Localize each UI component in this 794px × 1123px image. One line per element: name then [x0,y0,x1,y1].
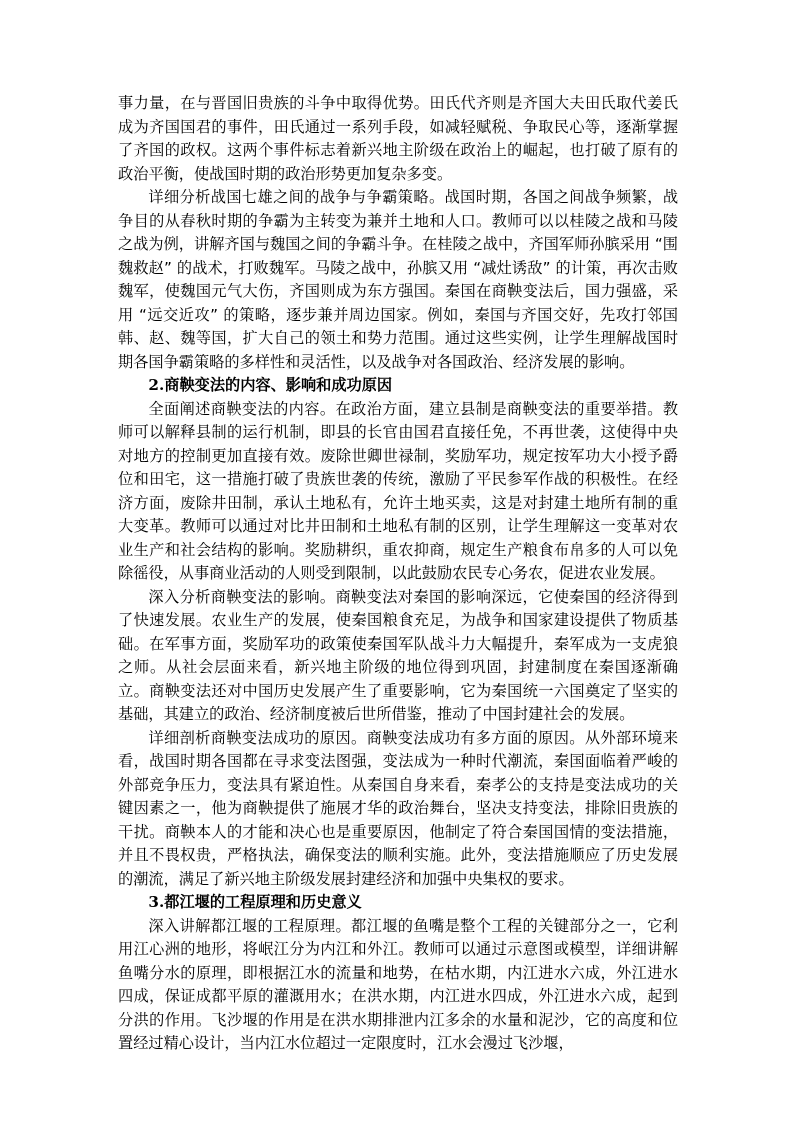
section-heading-text: 都江堰的工程原理和历史意义 [164,893,362,911]
paragraph-reform-success-reasons: 详细剖析商鞅变法成功的原因。商鞅变法成功有多方面的原因。从外部环境来看，战国时期各国都在寻求变法图强，变法成为一种时代潮流，秦国面临着严峻的外部竞争压力，变法具有紧迫性。从秦国自身来看，秦孝公的支持是变法成功的关键因素之一，他为商鞅提供了施展才华的政治舞台，坚决支持变法，排除旧贵族的干扰。商鞅本人的才能和决心也是重要原因，他制定了符合秦国国情的变法措施，并且不畏权贵，严格执法，确保变法的顺利实施。此外，变法措施顺应了历史发展的潮流，满足了新兴地主阶级发展封建经济和加强中央集权的要求。 [118,728,678,888]
document-page [118,92,678,1056]
section-heading-shang-yang-reform [118,374,678,398]
section-number: 2. [148,376,165,394]
paragraph-reform-impact: 深入分析商鞅变法的影响。商鞅变法对秦国的影响深远，它使秦国的经济得到了快速发展。农业生产的发展，使秦国粮食充足，为战争和国家建设提供了物质基础。在军事方面，奖励军功的政策使秦国军队战斗力大幅提升，秦军成为一支虎狼之师。从社会层面来看，新兴地主阶级的地位得到巩固，封建制度在秦国逐渐确立。商鞅变法还对中国历史发展产生了重要影响，它为秦国统一六国奠定了坚实的基础，其建立的政治、经济制度被后世所借鉴，推动了中国封建社会的发展。 [118,587,678,723]
paragraph-warring-states-strategy: 详细分析战国七雄之间的战争与争霸策略。战国时期，各国之间战争频繁，战争目的从春秋时期的争霸为主转变为兼并土地和人口。教师可以以桂陵之战和马陵之战为例，讲解齐国与魏国之间的争霸斗争。在桂陵之战中，齐国军师孙膑采用 “围魏救赵” 的战术，打败魏军。马陵之战中，孙膑又用 “减灶诱敌” 的计策，再次击败魏军，使魏国元气大伤，齐国则成为东方强国。秦国在商鞅变法后，国力强盛，采用 “远交近攻” 的策略，逐步兼并周边国家。例如，秦国与齐国交好，先攻打邻国韩、赵、魏等国，扩大自己的领土和势力范围。通过这些实例，让学生理解战国时期各国争霸策略的多样性和灵活性，以及战争对各国政治、经济发展的影响。 [118,188,678,371]
paragraph-dujiangyan-principle: 深入讲解都江堰的工程原理。都江堰的鱼嘴是整个工程的关键部分之一，它利用江心洲的地形，将岷江分为内江和外江。教师可以通过示意图或模型，详细讲解鱼嘴分水的原理，即根据江水的流量和地势，在枯水期，内江进水六成，外江进水四成，保证成都平原的灌溉用水；在洪水期，内江进水四成，外江进水六成，起到分洪的作用。飞沙堰的作用是在洪水期排泄内江多余的水量和泥沙，它的高度和位置经过精心设计，当内江水位超过一定限度时，江水会漫过飞沙堰， [118,916,678,1052]
paragraph-tian-shi-dai-qi: 事力量，在与晋国旧贵族的斗争中取得优势。田氏代齐则是齐国大夫田氏取代姜氏成为齐国国君的事件，田氏通过一系列手段，如减轻赋税、争取民心等，逐渐掌握了齐国的政权。这两个事件标志着新兴地主阶级在政治上的崛起，也打破了原有的政治平衡，使战国时期的政治形势更加复杂多变。 [118,94,678,183]
section-heading-text: 商鞅变法的内容、影响和成功原因 [164,376,393,394]
section-number: 3. [148,893,165,911]
section-heading-dujiangyan [118,891,678,915]
paragraph-reform-content: 全面阐述商鞅变法的内容。在政治方面，建立县制是商鞅变法的重要举措。教师可以解释县制的运行机制，即县的长官由国君直接任免，不再世袭，这使得中央对地方的控制更加直接有效。废除世卿世禄制，奖励军功，规定按军功大小授予爵位和田宅，这一措施打破了贵族世袭的传统，激励了平民参军作战的积极性。在经济方面，废除井田制，承认土地私有，允许土地买卖，这是对封建土地所有制的重大变革。教师可以通过对比井田制和土地私有制的区别，让学生理解这一变革对农业生产和社会结构的影响。奖励耕织，重农抑商，规定生产粮食布帛多的人可以免除徭役，从事商业活动的人则受到限制，以此鼓励农民专心务农，促进农业发展。 [118,399,678,582]
